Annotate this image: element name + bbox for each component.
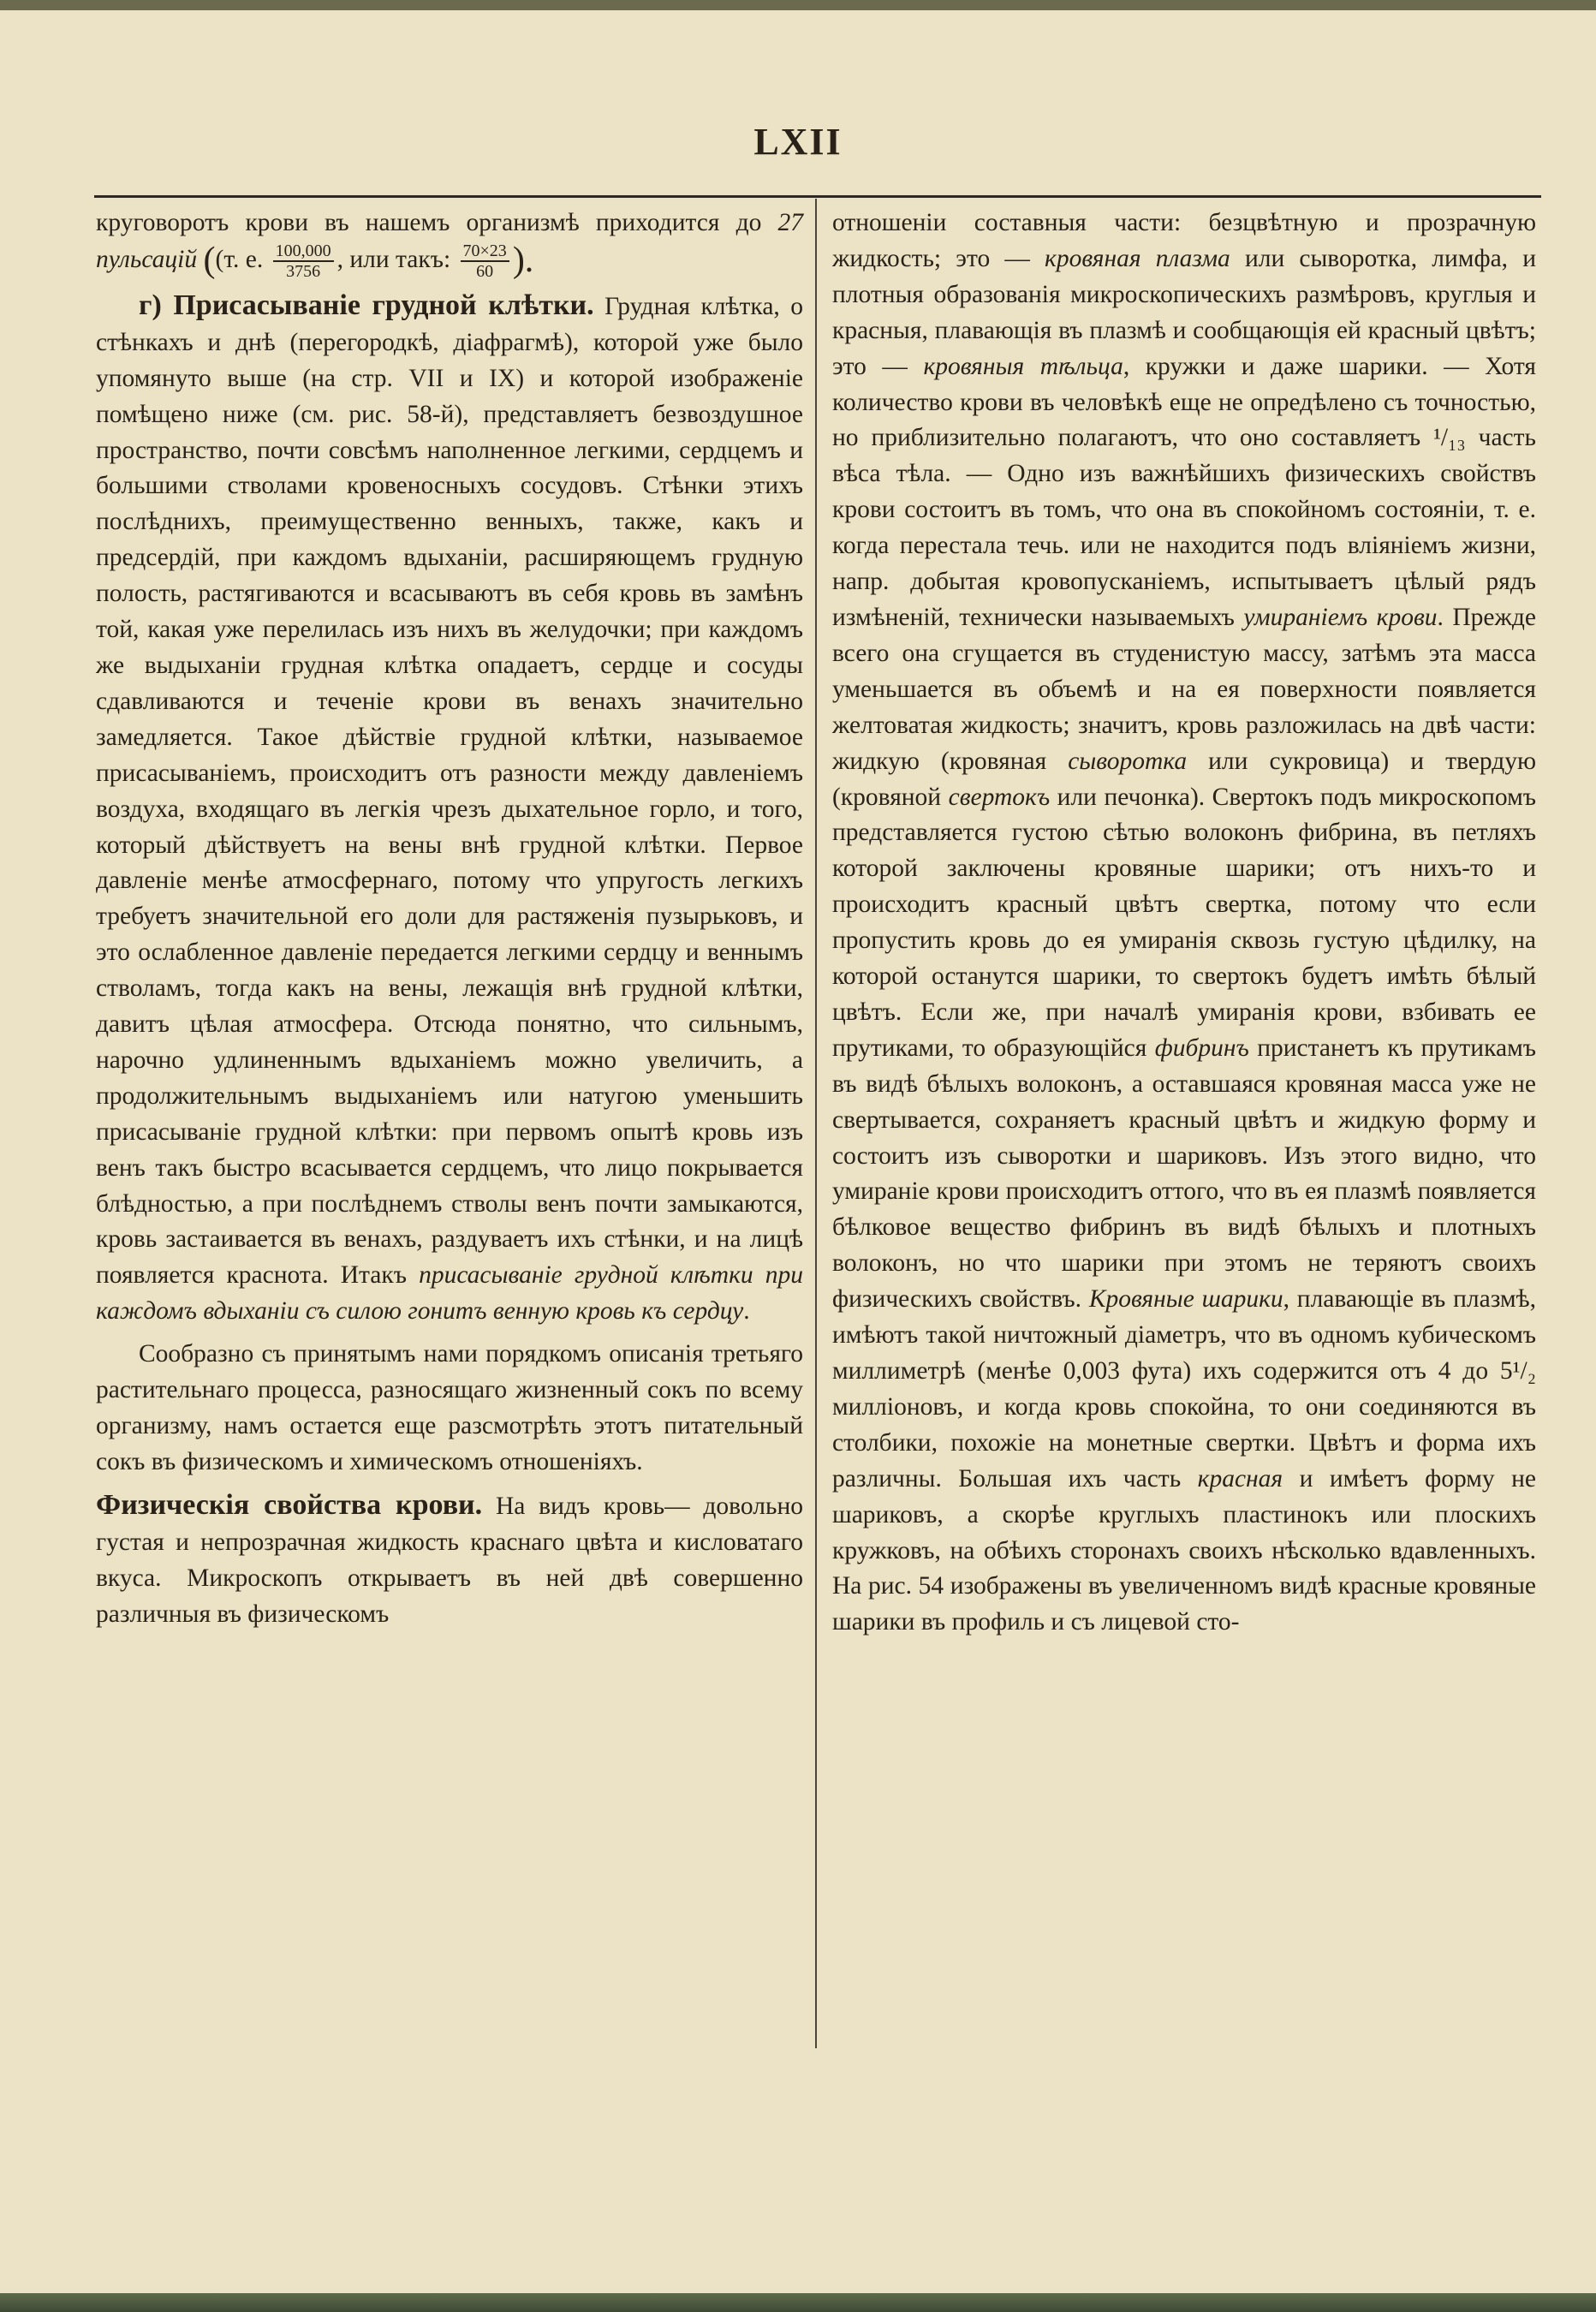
section-heading-blood: Физическія свойства крови. [96, 1488, 483, 1521]
page-number: LXII [753, 121, 843, 163]
left-column [96, 206, 803, 1632]
section-heading-chest: г) Присасываніе грудной клѣтки. [139, 289, 594, 321]
column-divider [815, 199, 817, 2048]
paragraph-chest-suction: г) Присасываніе грудной клѣтки. Грудная клѣтка, о стѣнкахъ и днѣ (перегородкѣ, діафрагмѣ), которой уже было упомянуто выше (на стр. VII и IX) и которой изображеніе помѣщено ниже (см. рис. 58-й), представляетъ безвоздушное пространство, почти совсѣмъ наполненное легкими, сердцемъ и большими стволами кровеносныхъ сосудовъ. Стѣнки этихъ послѣднихъ, преимущественно венныхъ, также, какъ и предсердій, при каждомъ вдыханіи, расширяющемъ грудную полость, растягиваются и всасываютъ въ себя кровь въ замѣнъ той, какая уже перелилась изъ нихъ въ желудочки; при каждомъ же выдыханіи грудная клѣтка опадаетъ, сердце и сосуды сдавливаются и теченіе крови въ венахъ значительно замедляется. Такое дѣйствіе грудной клѣтки, называемое присасываніемъ, происходитъ отъ разности между давленіемъ воздуха, входящаго въ легкія чрезъ дыхательное горло, и того, который дѣйствуетъ на вены внѣ грудной клѣтки. Первое давленіе менѣе атмосфернаго, потому что упругость легкихъ требуетъ значительной его доли для растяженія пузырьковъ, и это ослабленное давленіе передается легкими сердцу и веннымъ стволамъ, тогда какъ на вены, лежащія внѣ грудной клѣтки, давитъ цѣлая атмосфера. Отсюда понятно, что сильнымъ, нарочно удлиненнымъ вдыханіемъ можно увеличить, а продолжительнымъ выдыханіемъ или натугою уменьшить присасываніе грудной клѣтки: при первомъ опытѣ кровь изъ венъ такъ быстро всасывается сердцемъ, что лицо покрывается блѣдностью, а при послѣднемъ стволы венъ почти замыкаются, кровь застаивается въ венахъ, раздуваетъ ихъ стѣнки, и на лицѣ появляется краснота. Итакъ присасываніе грудной клѣтки при каждомъ вдыханіи съ силою гонитъ венную кровь къ сердцу. [96, 289, 803, 1326]
page-top-edge [0, 0, 1596, 10]
page-bottom-edge [0, 2293, 1596, 2312]
paragraph-blood-components: отношеніи составныя части: безцвѣтную и прозрачную жидкость; это — кровяная плазма или сыворотка, лимфа, и плотныя образованія микроскопическихъ размѣровъ, круглыя и красныя, плавающія въ плазмѣ и сообщающія ей красный цвѣтъ; это — кровяныя тѣльца, кружки и даже шарики. — Хотя количество крови въ человѣкѣ еще не опредѣлено съ точностью, но приблизительно полагаютъ, что оно составляетъ ¹/₁₃ часть вѣса тѣла. — Одно изъ важнѣйшихъ физическихъ свойствъ крови состоитъ въ томъ, что она въ спокойномъ состояніи, т. е. когда перестала течь. или не находится подъ вліяніемъ жизни, напр. добытая кровопусканіемъ, испытываетъ цѣлый рядъ измѣненій, технически называемыхъ умираніемъ крови. Прежде всего она сгущается въ студенистую массу, затѣмъ эта масса уменьшается въ объемѣ и на ея поверхности появляется желтоватая жидкость; значитъ, кровь разложилась на двѣ части: жидкую (кровяная сыворотка или сукровица) и твердую (кровяной свертокъ или печонка). Свертокъ подъ микроскопомъ представляется густою сѣтью волоконъ фибрина, въ петляхъ которой заключены кровяные шарики; отъ нихъ-то и происходитъ красный цвѣтъ свертка, потому что если пропустить кровь до ея умиранія сквозь густую цѣдилку, на которой останутся шарики, то свертокъ будетъ имѣть бѣлый цвѣтъ. Если же, при началѣ умиранія крови, взбивать ее прутиками, то образующійся фибринъ пристанетъ къ прутикамъ въ видѣ бѣлыхъ волоконъ, а оставшаяся кровяная масса уже не свертывается, сохраняетъ красный цвѣтъ и жидкую форму и состоитъ изъ сыворотки и шариковъ. Изъ этого видно, что умираніе крови происходитъ оттого, что въ ея плазмѣ появляется бѣлковое вещество фибринъ въ видѣ бѣлыхъ и плотныхъ волоконъ, но что шарики при этомъ не теряютъ своихъ физическихъ свойствъ. Кровяные шарики, плавающіе въ плазмѣ, имѣютъ такой ничтожный діаметръ, что въ одномъ кубическомъ миллиметрѣ (менѣе 0,003 фута) ихъ содержится отъ 4 до 5¹/₂ милліоновъ, и когда кровь спокойна, то они соединяются въ столбики, похожіе на монетные свертки. Цвѣтъ и форма ихъ различны. Большая ихъ часть красная и имѣетъ форму не шариковъ, а скорѣе круглыхъ пластинокъ или плоскихъ кружковъ, на обѣихъ сторонахъ своихъ нѣсколько вдавленныхъ. На рис. 54 изображены въ увеличенномъ видѣ красные кровяные шарики въ профиль и съ лицевой сто- [832, 209, 1537, 1636]
paragraph-circulation: круговоротъ крови въ нашемъ организмѣ приходится до 27 пульсацій ((т. е. $\frac{100,000}{3756}$ , или такъ: $\frac{70\times 23}{60}$ ). [96, 209, 803, 281]
fraction-2: $\frac{70\times 23}{60}$ [461, 241, 509, 281]
pulse-count: 27 пульсацій [96, 209, 803, 273]
right-column [832, 206, 1536, 1641]
paragraph-transition: Сообразно съ принятымъ нами порядкомъ описанія третьяго растительнаго процесса, разносящаго жизненный сокъ по всему организму, намъ остается еще разсмотрѣть этотъ питательный сокъ въ физическомъ и химическомъ отношеніяхъ. [96, 1340, 803, 1475]
fraction-1: $\frac{100,000}{3756}$ [273, 241, 334, 281]
header-rule [94, 195, 1541, 198]
paragraph-blood-physical: Физическія свойства крови. На видъ кровь— довольно густая и непрозрачная жидкость краснаго цвѣта и кисловатаго вкуса. Микроскопъ открываетъ въ ней двѣ совершенно различныя въ физическомъ [96, 1488, 803, 1628]
